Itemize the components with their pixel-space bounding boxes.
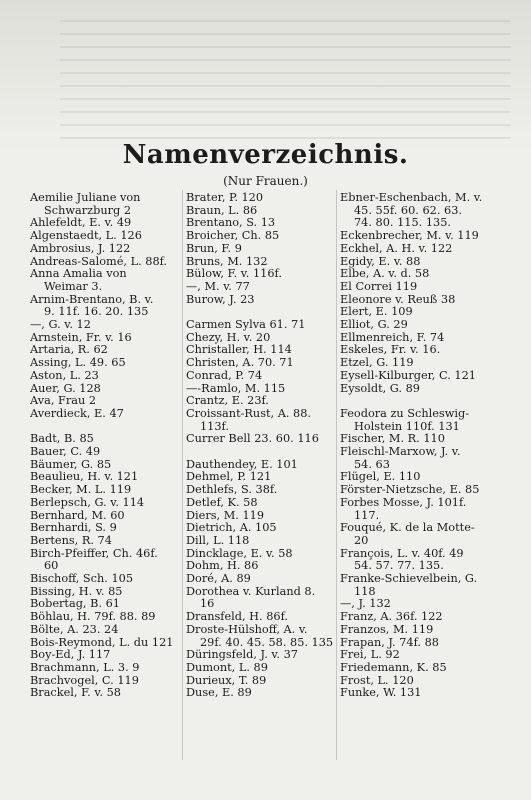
index-entry: Eysell-Kilburger, C. 121 [340, 368, 476, 382]
index-entry: Düringsfeld, J. v. 37 [186, 648, 298, 662]
index-entry: Broicher, Ch. 85 [186, 229, 280, 243]
index-entry: 60 [44, 559, 59, 573]
index-entry: Eskeles, Fr. v. 16. [340, 343, 441, 357]
page-subtitle: (Nur Frauen.) [223, 174, 308, 188]
index-entry: Carmen Sylva 61. 71 [186, 318, 306, 332]
index-entry: Fouqué, K. de la Motte- [340, 521, 475, 535]
index-entry: 118 [354, 584, 376, 598]
index-entry: 54. 57. 77. 135. [354, 559, 444, 573]
index-entry: Aston, L. 23 [30, 368, 99, 382]
index-column-1 [30, 192, 180, 700]
index-entry: Bobertag, B. 61 [30, 597, 120, 611]
index-entry: Andreas-Salomé, L. 88f. [30, 254, 167, 268]
index-entry: Weimar 3. [44, 279, 103, 293]
index-column-2 [186, 192, 336, 700]
index-entry: Funke, W. 131 [340, 686, 422, 700]
index-entry: Friedemann, K. 85 [340, 661, 447, 674]
index-entry: Dorothea v. Kurland 8. [186, 584, 316, 598]
index-entry: Frost, L. 120 [340, 673, 414, 687]
index-entry: Feodora zu Schleswig- [340, 406, 470, 420]
index-entry: 9. 11f. 16. 20. 135 [44, 305, 149, 319]
index-entry: Conrad, P. 74 [186, 368, 263, 382]
index-entry: Bertens, R. 74 [30, 533, 112, 547]
index-entry: Frei, L. 92 [340, 648, 400, 662]
index-entry: Artaria, R. 62 [30, 343, 108, 357]
index-entry: Braun, L. 86 [186, 203, 258, 217]
index-entry: 20 [354, 533, 369, 547]
index-entry: Dehmel, P. 121 [186, 470, 272, 484]
index-entry: Detlef, K. 58 [186, 495, 258, 509]
index-entry: Eckenbrecher, M. v. 119 [340, 229, 479, 243]
index-entry: Ahlefeldt, E. v. 49 [30, 216, 132, 230]
index-entry: Franzos, M. 119 [340, 622, 434, 636]
index-entry: Förster-Nietzsche, E. 85 [340, 483, 480, 497]
index-entry: Elert, E. 109 [340, 305, 413, 319]
index-entry: Bois-Reymond, L. du 121 [30, 635, 174, 649]
index-entry: Fleischl-Marxow, J. v. [340, 445, 461, 459]
index-entry: Ambrosius, J. 122 [30, 241, 131, 255]
column-divider [182, 190, 183, 760]
index-entry: 45. 55f. 60. 62. 63. [354, 203, 462, 217]
index-entry: Diers, M. 119 [186, 508, 265, 522]
index-entry: Etzel, G. 119 [340, 356, 414, 370]
index-entry: Auer, G. 128 [30, 381, 101, 395]
index-entry: Franz, A. 36f. 122 [340, 610, 443, 624]
page-title: Namenverzeichnis. [122, 140, 409, 170]
index-entry: Bernhard, M. 60 [30, 508, 125, 522]
index-entry: Ebner-Eschenbach, M. v. [340, 191, 483, 204]
index-entry: Bischoff, Sch. 105 [30, 572, 134, 586]
index-entry: Franke-Schievelbein, G. [340, 572, 478, 586]
index-entry: Bauer, C. 49 [30, 445, 101, 459]
column-divider [336, 190, 337, 760]
index-entry: 117. [354, 508, 380, 522]
index-entry: —, J. 132 [340, 597, 391, 611]
index-entry: Anna Amalia von [30, 267, 127, 281]
index-entry: El Correi 119 [340, 279, 418, 293]
section-gap [186, 446, 336, 459]
index-entry: Bernhardi, S. 9 [30, 521, 117, 535]
index-entry: Durieux, T. 89 [186, 673, 267, 687]
index-entry: —, G. v. 12 [30, 318, 91, 332]
index-entry: Doré, A. 89 [186, 572, 251, 586]
index-entry: Dauthendey, E. 101 [186, 457, 298, 471]
index-entry: Algenstaedt, L. 126 [30, 229, 142, 243]
index-entry: Bülow, F. v. 116f. [186, 267, 282, 281]
index-entry: Elliot, G. 29 [340, 318, 408, 332]
index-entry: Flügel, E. 110 [340, 470, 421, 484]
index-entry: Becker, M. L. 119 [30, 483, 132, 497]
index-column-3 [340, 192, 515, 700]
index-entry: Brackel, F. v. 58 [30, 686, 121, 700]
index-entry: Eysoldt, G. 89 [340, 381, 420, 395]
index-entry: Birch-Pfeiffer, Ch. 46f. [30, 546, 158, 560]
index-entry: Burow, J. 23 [186, 292, 255, 306]
index-entry: Brachvogel, C. 119 [30, 673, 139, 687]
index-entry: Crantz, E. 23f. [186, 394, 269, 408]
index-entry: Dumont, L. 89 [186, 660, 268, 674]
index-entry: Brater, P. 120 [186, 191, 264, 204]
index-entry: 74. 80. 115. 135. [354, 216, 452, 230]
index-entry: Dransfeld, H. 86f. [186, 610, 288, 624]
index-entry: Dincklage, E. v. 58 [186, 546, 293, 560]
index-entry: Currer Bell 23. 60. 116 [186, 432, 319, 446]
index-entry: 113f. [200, 419, 229, 433]
index-entry: 29f. 40. 45. 58. 85. 135 [200, 635, 334, 649]
index-entry: Dietrich, A. 105 [186, 521, 277, 535]
bleed-through-background [0, 0, 531, 150]
index-entry: Badt, B. 85 [30, 432, 94, 446]
index-entry: Bäumer, G. 85 [30, 457, 112, 471]
bleed-through-lines [60, 20, 511, 140]
index-entry: Brachmann, L. 3. 9 [30, 661, 140, 674]
index-entry: Assing, L. 49. 65 [30, 356, 126, 370]
index-entry: Averdieck, E. 47 [30, 406, 124, 420]
index-entry: Croissant-Rust, A. 88. [186, 406, 312, 420]
index-entry: Bissing, H. v. 85 [30, 584, 123, 598]
index-entry: Bruns, M. 132 [186, 254, 268, 268]
index-entry: 54. 63 [354, 457, 390, 471]
index-entry: Arnstein, Fr. v. 16 [30, 330, 132, 344]
index-entry: Dill, L. 118 [186, 533, 250, 547]
index-entry: —, M. v. 77 [186, 279, 250, 293]
index-entry: Schwarzburg 2 [44, 203, 132, 217]
index-entry: Egidy, E. v. 88 [340, 254, 421, 268]
index-entry: Beaulieu, H. v. 121 [30, 470, 139, 484]
index-entry: François, L. v. 40f. 49 [340, 546, 464, 560]
index-entry: 16 [200, 597, 215, 611]
index-entry: Brun, F. 9 [186, 241, 242, 255]
index-entry: Berlepsch, G. v. 114 [30, 495, 145, 509]
index-entry: Frapan, J. 74f. 88 [340, 635, 439, 649]
index-entry: Aemilie Juliane von [30, 191, 141, 204]
index-entry: Ava, Frau 2 [30, 394, 97, 408]
index-entry: Elbe, A. v. d. 58 [340, 267, 430, 281]
index-entry: —-Ramlo, M. 115 [186, 381, 286, 395]
index-entry: Boy-Ed, J. 117 [30, 648, 111, 662]
index-entry: Christaller, H. 114 [186, 343, 292, 357]
index-entry: Eleonore v. Reuß 38 [340, 292, 456, 306]
index-entry: Arnim-Brentano, B. v. [30, 292, 154, 306]
index-entry: Droste-Hülshoff, A. v. [186, 622, 308, 636]
index-entry: Dohm, H. 86 [186, 559, 259, 573]
index-entry: Ellmenreich, F. 74 [340, 330, 445, 344]
index-entry: Brentano, S. 13 [186, 216, 276, 230]
index-entry: Holstein 110f. 131 [354, 419, 460, 433]
index-entry: Dethlefs, S. 38f. [186, 483, 278, 497]
index-entry: Christen, A. 70. 71 [186, 356, 294, 370]
index-entry: Bölte, A. 23. 24 [30, 622, 119, 636]
index-entry: Eckhel, A. H. v. 122 [340, 241, 453, 255]
index-entry: Chezy, H. v. 20 [186, 330, 271, 344]
index-entry: Böhlau, H. 79f. 88. 89 [30, 610, 156, 624]
index-entry: Fischer, M. R. 110 [340, 432, 445, 446]
index-entry: Duse, E. 89 [186, 686, 252, 700]
index-entry: Forbes Mosse, J. 101f. [340, 495, 467, 509]
